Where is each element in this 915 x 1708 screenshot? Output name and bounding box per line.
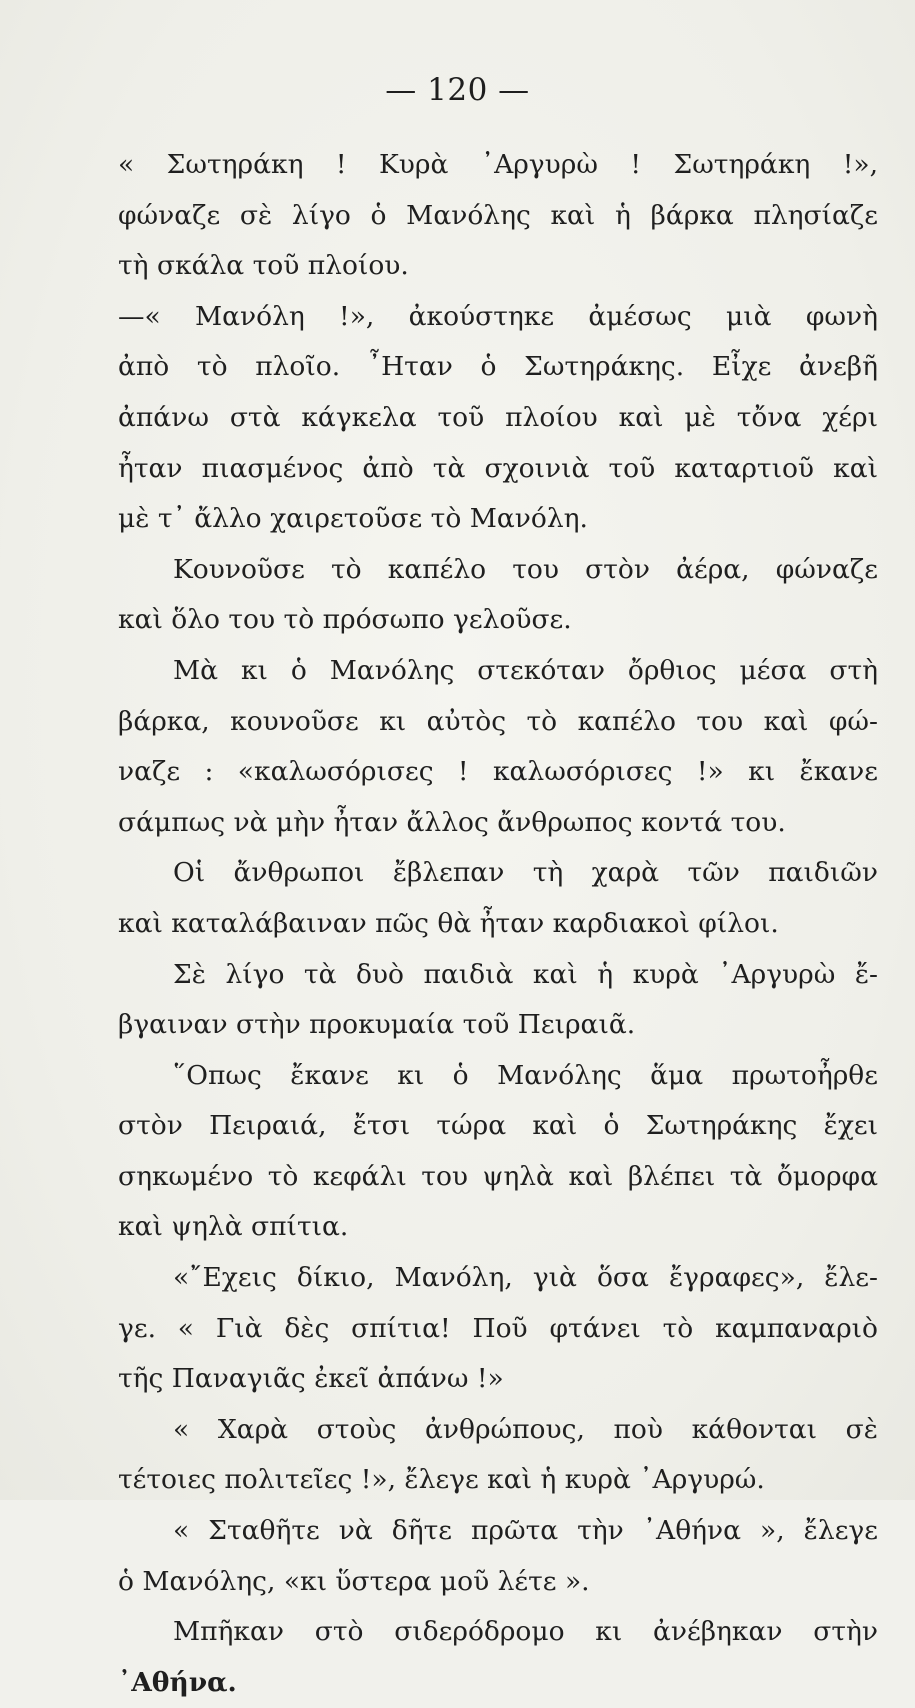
body-text: [118, 140, 878, 1708]
page-number: — 120 —: [385, 72, 530, 108]
text-line: «῎Εχεις δίκιο, Μανόλη, γιὰ ὅσα ἔγραφες», ἔλε-: [173, 1262, 878, 1294]
text-line: γε. « Γιὰ δὲς σπίτια! Ποῦ φτάνει τὸ καμπαναριὸ: [118, 1312, 878, 1344]
text-line: φώναζε σὲ λίγο ὁ Μανόλης καὶ ἡ βάρκα πλησίαζε: [118, 199, 878, 231]
text-line: τὴ σκάλα τοῦ πλοίου.: [118, 250, 409, 282]
text-line: Σὲ λίγο τὰ δυὸ παιδιὰ καὶ ἡ κυρὰ ᾿Αργυρὼ ἔ-: [173, 958, 878, 990]
text-line: —« Μανόλη !», ἀκούστηκε ἀμέσως μιὰ φωνὴ: [118, 300, 878, 332]
text-line: Οἱ ἄνθρωποι ἔβλεπαν τὴ χαρὰ τῶν παιδιῶν: [173, 857, 878, 889]
text-line: « Σταθῆτε νὰ δῆτε πρῶτα τὴν ᾿Αθήνα », ἔλεγε: [173, 1515, 878, 1547]
text-line: καὶ καταλάβαιναν πῶς θὰ ἦταν καρδιακοὶ φίλοι.: [118, 907, 779, 939]
text-line: Κουνοῦσε τὸ καπέλο του στὸν ἀέρα, φώναζε: [173, 553, 878, 585]
text-line: ᾿Αθήνα.: [118, 1666, 237, 1698]
text-line: σηκωμένο τὸ κεφάλι του ψηλὰ καὶ βλέπει τὰ ὄμορφα: [118, 1160, 878, 1192]
text-line: ἀπὸ τὸ πλοῖο. ῏Ηταν ὁ Σωτηράκης. Εἶχε ἀνεβῆ: [118, 351, 878, 383]
text-line: στὸν Πειραιά, ἔτσι τώρα καὶ ὁ Σωτηράκης ἔχει: [118, 1110, 878, 1142]
text-line: ὁ Μανόλης, «κι ὕστερα μοῦ λέτε ».: [118, 1565, 590, 1597]
text-line: ἦταν πιασμένος ἀπὸ τὰ σχοινιὰ τοῦ καταρτιοῦ καὶ: [118, 452, 878, 484]
text-line: τῆς Παναγιᾶς ἐκεῖ ἀπάνω !»: [118, 1363, 504, 1395]
text-line: Μὰ κι ὁ Μανόλης στεκόταν ὄρθιος μέσα στὴ: [173, 654, 878, 686]
text-line: βάρκα, κουνοῦσε κι αὐτὸς τὸ καπέλο του καὶ φώ-: [118, 705, 878, 737]
text-line: « Χαρὰ στοὺς ἀνθρώπους, ποὺ κάθονται σὲ: [173, 1413, 878, 1445]
text-line: τέτοιες πολιτεῖες !», ἔλεγε καὶ ἡ κυρὰ ᾿Αργυρώ.: [118, 1464, 765, 1496]
text-line: « Σωτηράκη ! Κυρὰ ᾿Αργυρὼ ! Σωτηράκη !»,: [118, 149, 878, 180]
text-line: Μπῆκαν στὸ σιδερόδρομο κι ἀνέβηκαν στὴν: [173, 1616, 878, 1648]
text-line: μὲ τ᾿ ἄλλο χαιρετοῦσε τὸ Μανόλη.: [118, 503, 588, 535]
text-line: βγαιναν στὴν προκυμαία τοῦ Πειραιᾶ.: [118, 1009, 636, 1041]
text-line: ῞Οπως ἔκανε κι ὁ Μανόλης ἅμα πρωτοἦρθε: [173, 1059, 878, 1091]
text-line: ναζε : «καλωσόρισες ! καλωσόρισες !» κι ἔκανε: [118, 756, 878, 788]
text-line: καὶ ὅλο του τὸ πρόσωπο γελοῦσε.: [118, 604, 572, 636]
text-line: σάμπως νὰ μὴν ἦταν ἄλλος ἄνθρωπος κοντά του.: [118, 806, 786, 838]
text-line: καὶ ψηλὰ σπίτια.: [118, 1211, 349, 1243]
text-line: ἀπάνω στὰ κάγκελα τοῦ πλοίου καὶ μὲ τὄνα χέρι: [118, 401, 878, 433]
